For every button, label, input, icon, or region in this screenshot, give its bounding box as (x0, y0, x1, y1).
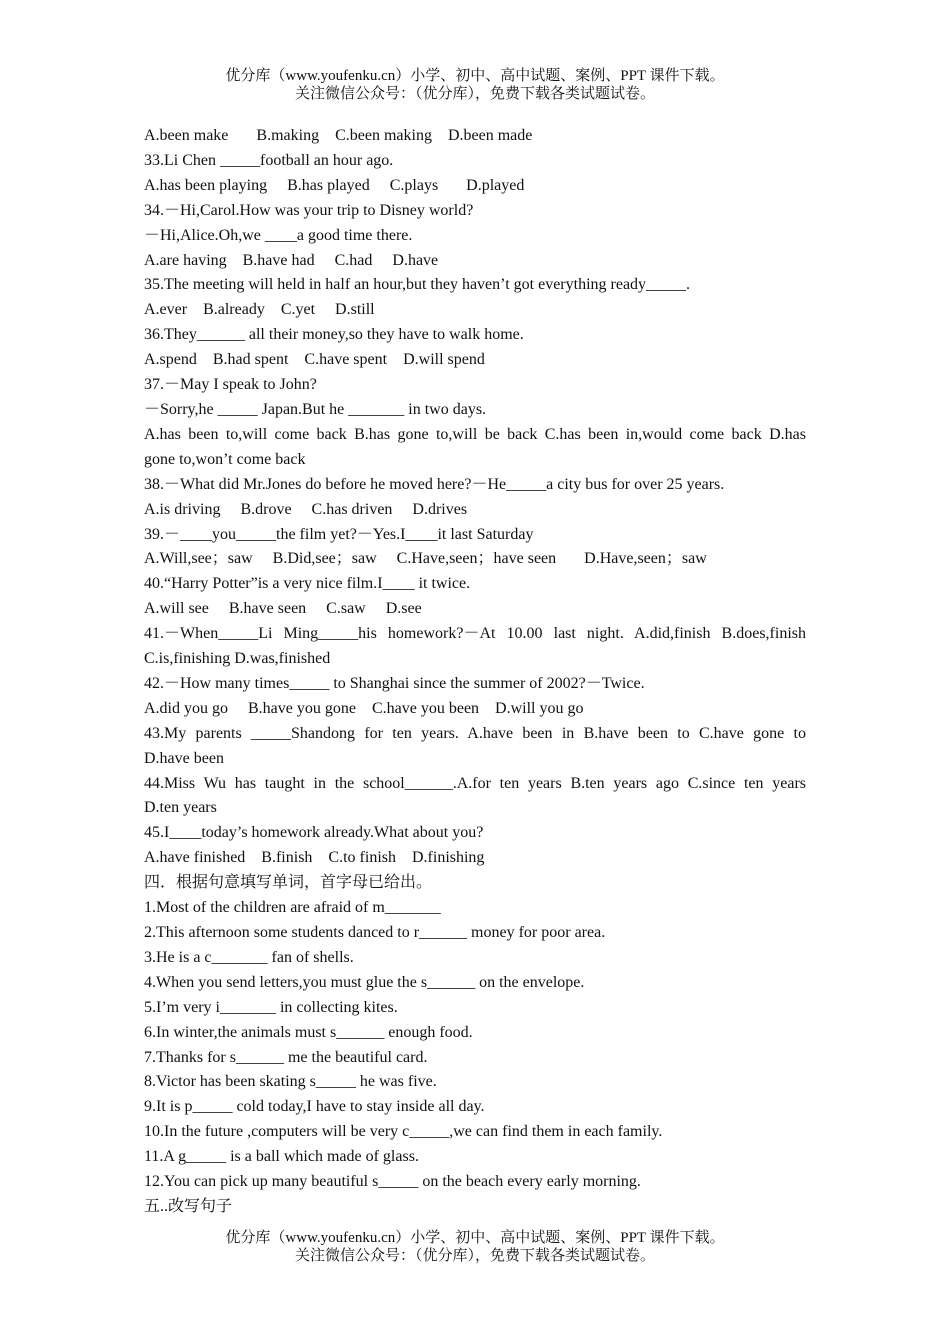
text-line: gone to,won’t come back (144, 450, 306, 468)
text-line: A.is driving B.drove C.has driven D.drives (144, 500, 468, 518)
text-line: 10.In the future ,computers will be very c_____,we can find them in each family. (144, 1123, 663, 1141)
text-line: 3.He is a c_______ fan of shells. (144, 948, 354, 966)
text-line: A.will see B.have seen C.saw D.see (144, 600, 422, 618)
text-line: 11.A g_____ is a ball which made of glass. (144, 1148, 419, 1166)
text-line: D.ten years (144, 799, 217, 817)
text-line: 12.You can pick up many beautiful s_____ on the beach every early morning. (144, 1173, 641, 1191)
text-line: 7.Thanks for s______ me the beautiful card. (144, 1048, 428, 1066)
text-line: 40.“Harry Potter”is a very nice film.I____ it twice. (144, 575, 471, 593)
text-line: 34.－Hi,Carol.How was your trip to Disney world? (144, 201, 474, 219)
text-line: 45.I____today’s homework already.What about you? (144, 824, 484, 842)
section-heading: 五..改写句子 (144, 1197, 233, 1215)
text-line: 2.This afternoon some students danced to r______ money for poor area. (144, 924, 606, 941)
document-body (144, 124, 806, 1220)
text-line: A.has been playing B.has played C.plays D.played (144, 176, 525, 194)
text-line: 6.In winter,the animals must s______ enough food. (144, 1023, 473, 1041)
text-line: 35.The meeting will held in half an hour,but they haven’t got everything ready_____. (144, 276, 691, 294)
text-line: A.did you go B.have you gone C.have you been D.will you go (144, 699, 584, 717)
text-line: A.ever B.already C.yet D.still (144, 301, 375, 319)
text-line: 41.－When_____Li Ming_____his homework?－At 10.00 last night. A.did,finish B.does,finish (144, 625, 806, 643)
text-line: C.is,finishing D.was,finished (144, 650, 331, 668)
text-line: D.have been (144, 749, 224, 767)
text-line: －Sorry,he _____ Japan.But he _______ in two days. (144, 400, 487, 418)
text-line: 1.Most of the children are afraid of m_______ (144, 899, 441, 917)
section-heading: 四．根据句意填写单词，首字母已给出。 (144, 874, 433, 892)
text-line: 43.My parents _____Shandong for ten years. A.have been in B.have been to C.have gone to (144, 724, 806, 742)
text-line: 5.I’m very i_______ in collecting kites. (144, 998, 398, 1016)
text-line: A.are having B.have had C.had D.have (144, 251, 439, 269)
text-line: A.spend B.had spent C.have spent D.will spend (144, 351, 485, 369)
footer-line-1: 优分库（www.youfenku.cn）小学、初中、高中试题、案例、PPT 课件下载。 (225, 1230, 725, 1246)
text-line: 37.－May I speak to John? (144, 376, 317, 394)
page-header (0, 67, 950, 103)
text-line: A.been make B.making C.been making D.been made (144, 127, 533, 144)
text-line: 33.Li Chen _____football an hour ago. (144, 151, 394, 169)
text-line: 4.When you send letters,you must glue the s______ on the envelope. (144, 973, 585, 991)
text-line: 36.They______ all their money,so they have to walk home. (144, 326, 524, 344)
text-line: 9.It is p_____ cold today,I have to stay inside all day. (144, 1098, 485, 1116)
text-line: A.Will,see；saw B.Did,see；saw C.Have,seen；have seen D.Have,seen；saw (144, 550, 707, 568)
text-line: 42.－How many times_____ to Shanghai since the summer of 2002?－Twice. (144, 674, 645, 692)
footer-line-2: 关注微信公众号：（优分库），免费下载各类试题试卷。 (294, 1248, 655, 1264)
page-footer (0, 1229, 950, 1265)
header-line-1: 优分库（www.youfenku.cn）小学、初中、高中试题、案例、PPT 课件下载。 (225, 68, 725, 84)
header-line-2: 关注微信公众号：（优分库），免费下载各类试题试卷。 (294, 86, 655, 102)
text-line: A.have finished B.finish C.to finish D.finishing (144, 849, 485, 867)
text-line: 8.Victor has been skating s_____ he was five. (144, 1073, 437, 1091)
text-line: 44.Miss Wu has taught in the school______.A.for ten years B.ten years ago C.since ten years (144, 774, 806, 792)
text-line: 38.－What did Mr.Jones do before he moved here?－He_____a city bus for over 25 years. (144, 475, 725, 493)
text-line: A.has been to,will come back B.has gone to,will be back C.has been in,would come back D.has (144, 425, 806, 443)
text-line: 39.－____you_____the film yet?－Yes.I____it last Saturday (144, 525, 534, 543)
text-line: －Hi,Alice.Oh,we ____a good time there. (144, 226, 413, 244)
